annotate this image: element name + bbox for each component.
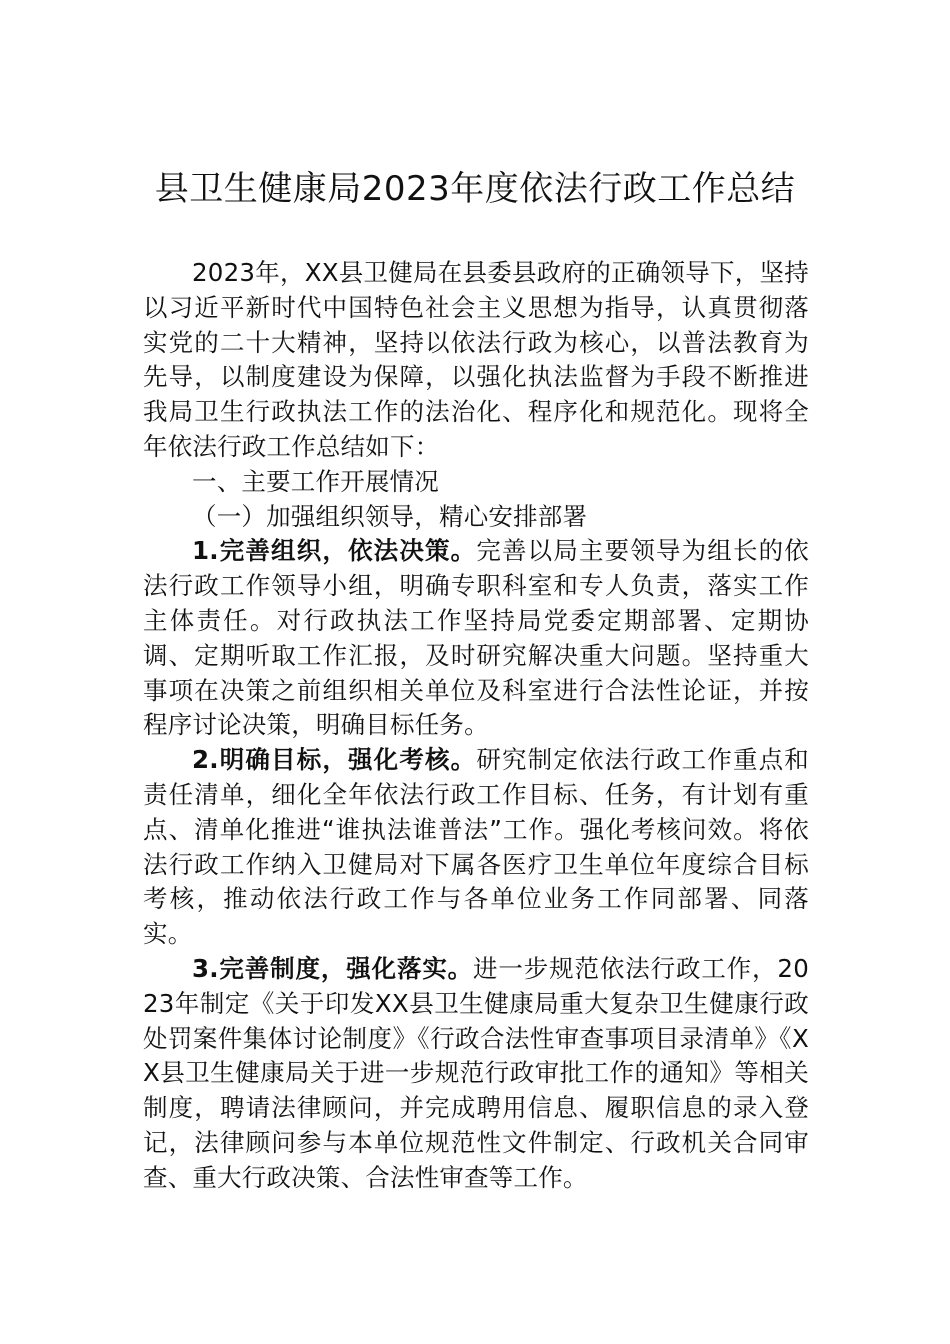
subsection-heading: （一）加强组织领导，精心安排部署 (192, 501, 588, 531)
item-heading-3: 3.完善制度，强化落实。 (192, 953, 474, 983)
item-paragraph-2 (143, 743, 809, 952)
item-text-2: 研究制定依法行政工作重点和责任清单，细化全年依法行政工作目标、任务，有计划有重点、清单化推进“谁执法谁普法”工作。强化考核问效。将依法行政工作纳入卫健局对下属各医疗卫生单位年度综合目标考核，推动依法行政工作与各单位业务工作同部署、同落实。 (143, 745, 809, 949)
item-paragraph-1 (143, 534, 809, 743)
document-body (143, 256, 809, 1196)
item-paragraph-3 (143, 952, 809, 1196)
intro-paragraph: 2023年，XX县卫健局在县委县政府的正确领导下，坚持以习近平新时代中国特色社会主义思想为指导，认真贯彻落实党的二十大精神，坚持以依法行政为核心，以普法教育为先导，以制度建设为保障，以强化执法监督为手段不断推进我局卫生行政执法工作的法治化、程序化和规范化。现将全年依法行政工作总结如下： (143, 258, 809, 461)
document-title: 县卫生健康局2023年度依法行政工作总结 (154, 169, 796, 209)
item-text-3: 进一步规范依法行政工作，2023年制定《关于印发XX县卫生健康局重大复杂卫生健康行政处罚案件集体讨论制度》《行政合法性审查事项目录清单》《XX县卫生健康局关于进一步规范行政审批工作的通知》等相关制度，聘请法律顾问，并完成聘用信息、履职信息的录入登记，法律顾问参与本单位规范性文件制定、行政机关合同审查、重大行政决策、合法性审查等工作。 (143, 953, 809, 1192)
section-heading: 一、主要工作开展情况 (192, 466, 439, 496)
item-heading-1: 1.完善组织，依法决策。 (192, 536, 477, 566)
item-text-1: 完善以局主要领导为组长的依法行政工作领导小组，明确专职科室和专人负责，落实工作主体责任。对行政执法工作坚持局党委定期部署、定期协调、定期听取工作汇报，及时研究解决重大问题。坚持重大事项在决策之前组织相关单位及科室进行合法性论证，并按程序讨论决策，明确目标任务。 (143, 536, 809, 740)
item-heading-2: 2.明确目标，强化考核。 (192, 745, 477, 775)
